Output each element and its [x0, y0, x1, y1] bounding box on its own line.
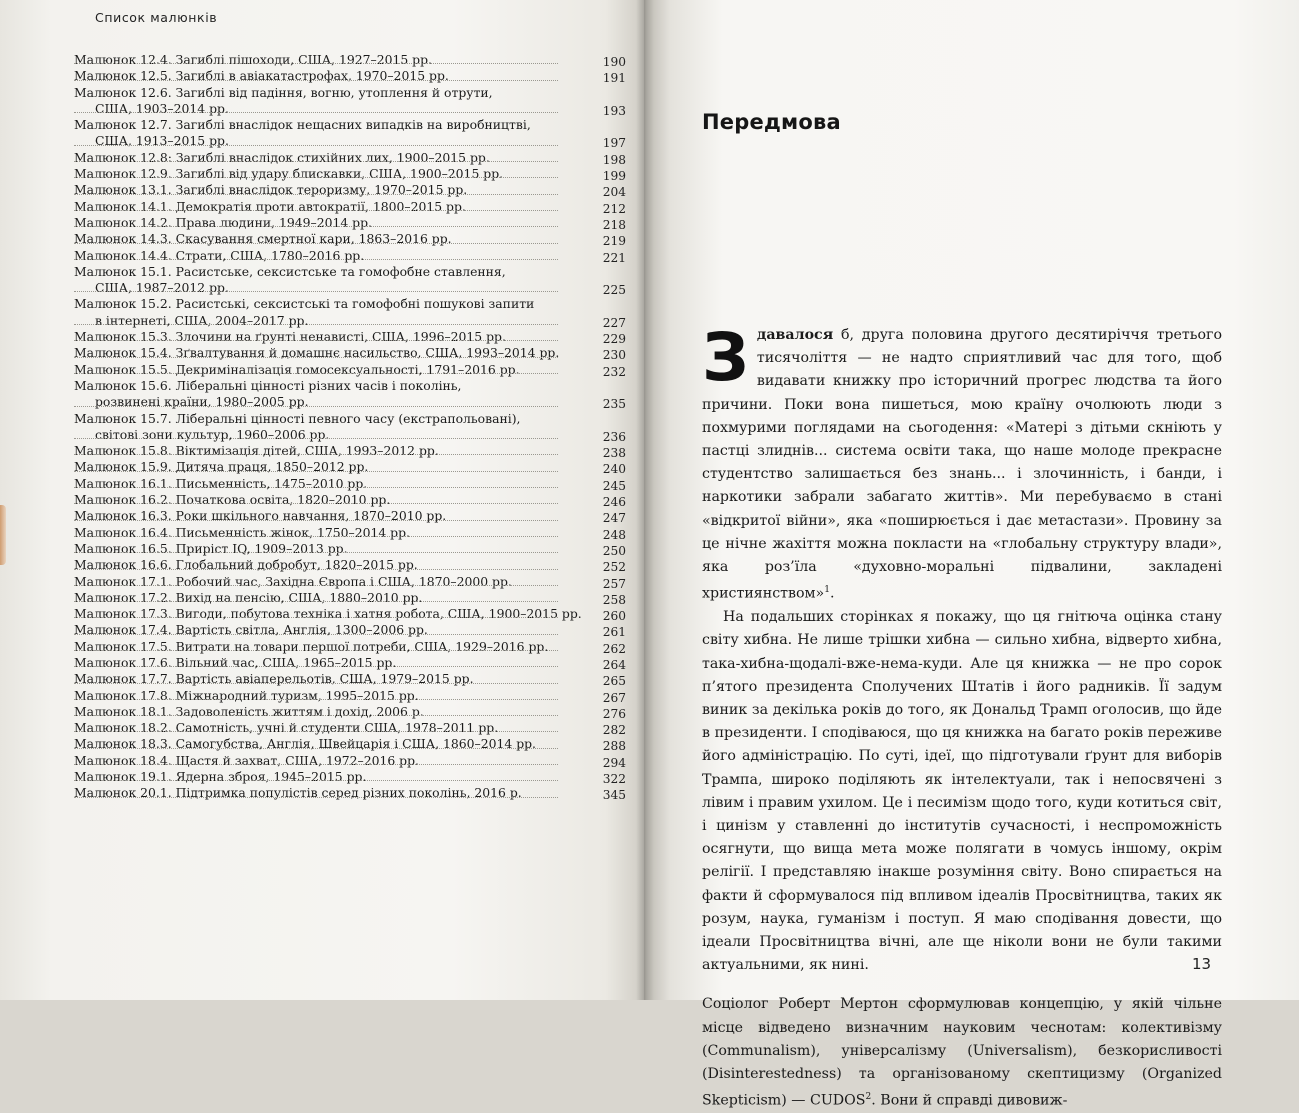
toc-leader-dots: [74, 634, 558, 635]
paragraph-3-text: Соціолог Роберт Мертон сформулював концепцію, у якій чільне місце відведено визначним науковим чеснотам: колективізму (Communalism), універсалізму (Universalism), безкорисливості (Disinterestedness) та організованому скептицизму (Organized Skepticism) — CUDOS: [702, 996, 1222, 1109]
toc-page-number: 261: [602, 625, 626, 640]
toc-page-number: 250: [602, 543, 626, 558]
toc-page-number: 262: [602, 641, 626, 656]
footnote-ref-1[interactable]: 1: [824, 585, 830, 596]
toc-entry-title: Малюнок 17.3. Вигоди, побутова техніка і хатня робота, США, 1900–2015 рр.: [74, 606, 582, 622]
toc-leader-dots: [74, 161, 558, 162]
toc-leader-dots: [74, 210, 558, 211]
toc-leader-dots: [74, 650, 558, 651]
toc-entry[interactable]: [74, 411, 626, 444]
toc-leader-dots: [74, 569, 558, 570]
toc-entry-title-continuation: США, 1987–2012 рр.: [95, 280, 229, 296]
toc-entry[interactable]: [74, 671, 626, 687]
toc-leader-dots: [74, 617, 558, 618]
page-number: 13: [1192, 955, 1212, 973]
toc-entry-title: Малюнок 16.3. Роки шкільного навчання, 1870–2010 рр.: [74, 508, 447, 524]
toc-entry-title: Малюнок 16.2. Початкова освіта, 1820–2010 рр.: [74, 492, 391, 508]
toc-leader-dots: [74, 601, 558, 602]
toc-entry-title: Малюнок 20.1. Підтримка популістів серед різних поколінь, 2016 р.: [74, 785, 522, 801]
drop-cap: З: [702, 319, 749, 396]
page-edge-mark: [0, 505, 6, 565]
toc-page-number: 238: [602, 446, 626, 461]
toc-leader-dots: [74, 373, 558, 374]
toc-page-number: 240: [602, 462, 626, 477]
toc-page-number: 246: [602, 495, 626, 510]
toc-entry[interactable]: [74, 443, 626, 459]
toc-entry[interactable]: [74, 150, 626, 166]
toc-page-number: 252: [602, 560, 626, 575]
toc-entry[interactable]: [74, 492, 626, 508]
toc-leader-dots: [74, 454, 558, 455]
toc-entry[interactable]: [74, 362, 626, 378]
toc-entry[interactable]: [74, 688, 626, 704]
toc-entry-title: Малюнок 19.1. Ядерна зброя, 1945–2015 рр.: [74, 769, 367, 785]
toc-leader-dots: [74, 699, 558, 700]
toc-entry-title: Малюнок 16.1. Письменність, 1475–2010 рр.: [74, 475, 368, 491]
toc-page-number: 260: [602, 609, 626, 624]
toc-page-number: 230: [602, 348, 626, 363]
running-head: Список малюнків: [95, 10, 218, 25]
toc-entry[interactable]: [74, 476, 626, 492]
toc-entry[interactable]: [74, 345, 626, 361]
toc-entry-title: Малюнок 13.1. Загиблі внаслідок тероризму, 1970–2015 рр.: [74, 182, 468, 198]
toc-leader-dots: [74, 63, 558, 64]
toc-leader-dots: [74, 797, 558, 798]
toc-page-number: 288: [602, 739, 626, 754]
toc-entry-title: Малюнок 12.7. Загиблі внаслідок нещасних випадків на виробництві,: [74, 117, 531, 133]
toc-leader-dots: [74, 340, 558, 341]
toc-entry[interactable]: [74, 459, 626, 475]
toc-page-number: 236: [602, 429, 626, 444]
toc-entry[interactable]: [74, 639, 626, 655]
toc-entry[interactable]: [74, 52, 626, 68]
toc-leader-dots: [74, 291, 558, 292]
toc-page-number: 247: [602, 511, 626, 526]
toc-page-number: 232: [602, 364, 626, 379]
toc-page-number: 258: [602, 592, 626, 607]
toc-page-number: 197: [602, 136, 626, 151]
toc-leader-dots: [74, 80, 558, 81]
toc-page-number: 198: [602, 152, 626, 167]
toc-entry-title: Малюнок 14.1. Демократія проти автократії, 1800–2015 рр.: [74, 198, 466, 214]
toc-leader-dots: [74, 406, 558, 407]
toc-leader-dots: [74, 487, 558, 488]
toc-page-number: 219: [602, 234, 626, 249]
toc-page-number: 282: [602, 723, 626, 738]
toc-page-number: 322: [602, 772, 626, 787]
chapter-title: Передмова: [702, 110, 841, 134]
toc-leader-dots: [74, 471, 558, 472]
toc-leader-dots: [74, 438, 558, 439]
paragraph-3: [702, 993, 1222, 1113]
toc-entry-title: Малюнок 18.4. Щастя й захват, США, 1972–2016 рр.: [74, 752, 419, 768]
toc-leader-dots: [74, 536, 558, 537]
toc-page-number: 212: [602, 201, 626, 216]
toc-entry-title: Малюнок 15.5. Декриміналізація гомосексуальності, 1791–2016 рр.: [74, 361, 520, 377]
toc-entry[interactable]: [74, 541, 626, 557]
toc-entry[interactable]: [74, 182, 626, 198]
left-page: [0, 0, 644, 1000]
toc-entry-title: Малюнок 12.9. Загиблі від удару блискавки, США, 1900–2015 рр.: [74, 166, 504, 182]
toc-leader-dots: [74, 552, 558, 553]
toc-entry[interactable]: [74, 557, 626, 573]
toc-entry-title: Малюнок 17.6. Вільний час, США, 1965–2015 рр.: [74, 654, 397, 670]
toc-entry[interactable]: [74, 590, 626, 606]
toc-leader-dots: [74, 243, 558, 244]
toc-entry[interactable]: [74, 574, 626, 590]
toc-leader-dots: [74, 259, 558, 260]
toc-entry[interactable]: [74, 622, 626, 638]
paragraph-3-end: . Вони й справді дивовиж-: [871, 1092, 1068, 1109]
toc-entry-title: Малюнок 18.2. Самотність, учні й студенти США, 1978–2011 рр.: [74, 720, 499, 736]
toc-page-number: 267: [602, 690, 626, 705]
toc-entry-title: Малюнок 17.2. Вихід на пенсію, США, 1880–2010 рр.: [74, 589, 423, 605]
toc-entry-title: Малюнок 18.1. Задоволеність життям і дохід, 2006 р.: [74, 703, 424, 719]
toc-page-number: 265: [602, 674, 626, 689]
toc-entry[interactable]: [74, 264, 626, 297]
toc-entry-title: Малюнок 16.5. Приріст IQ, 1909–2013 рр.: [74, 540, 348, 556]
toc-page-number: 276: [602, 706, 626, 721]
toc-page-number: 225: [602, 283, 626, 298]
toc-entry[interactable]: [74, 378, 626, 411]
toc-entry-title: Малюнок 15.6. Ліберальні цінності різних часів і поколінь,: [74, 377, 462, 393]
toc-entry-title: Малюнок 14.3. Скасування смертної кари, 1863–2016 рр.: [74, 231, 452, 247]
toc-page-number: 221: [602, 250, 626, 265]
right-page: [644, 0, 1299, 1109]
toc-entry-title-continuation: світові зони культур, 1960–2006 рр.: [95, 426, 330, 442]
toc-entry-title: Малюнок 17.8. Міжнародний туризм, 1995–2015 рр.: [74, 687, 419, 703]
toc-page-number: 193: [602, 103, 626, 118]
toc-leader-dots: [74, 194, 558, 195]
toc-entry-title-continuation: США, 1913–2015 рр.: [95, 133, 229, 149]
toc-entry-title: Малюнок 15.9. Дитяча праця, 1850–2012 рр.: [74, 459, 369, 475]
toc-leader-dots: [74, 715, 558, 716]
toc-page-number: 257: [602, 576, 626, 591]
toc-entry[interactable]: [74, 508, 626, 524]
toc-leader-dots: [74, 666, 558, 667]
toc-entry[interactable]: [74, 329, 626, 345]
toc-entry-title: Малюнок 12.8: Загиблі внаслідок стихійних лих, 1900–2015 рр.: [74, 149, 490, 165]
toc-entry[interactable]: [74, 166, 626, 182]
toc-leader-dots: [74, 145, 558, 146]
toc-entry[interactable]: [74, 704, 626, 720]
toc-page-number: 264: [602, 657, 626, 672]
toc-page-number: 227: [602, 315, 626, 330]
first-word: давалося: [756, 327, 834, 343]
toc-entry-title-continuation: США, 1903–2014 рр.: [95, 100, 229, 116]
toc-entry[interactable]: [74, 215, 626, 231]
toc-leader-dots: [74, 585, 558, 586]
toc-leader-dots: [74, 731, 558, 732]
toc-leader-dots: [74, 357, 558, 358]
toc-page-number: 345: [602, 788, 626, 803]
toc-entry-title: Малюнок 14.4. Страти, США, 1780–2016 рр.: [74, 247, 365, 263]
toc-entry-title: Малюнок 15.8. Віктимізація дітей, США, 1993–2012 рр.: [74, 443, 439, 459]
toc-entry[interactable]: [74, 525, 626, 541]
toc-entry-title: Малюнок 15.3. Злочини на ґрунті ненависті, США, 1996–2015 рр.: [74, 329, 506, 345]
toc-entry-title: Малюнок 12.4. Загиблі пішоходи, США, 1927–2015 рр.: [74, 52, 432, 67]
toc-entry[interactable]: [74, 785, 626, 801]
toc-leader-dots: [74, 177, 558, 178]
toc-leader-dots: [74, 748, 558, 749]
toc-entry-title: Малюнок 17.4. Вартість світла, Англія, 1300–2006 рр.: [74, 622, 428, 638]
figure-list: [74, 52, 626, 802]
toc-page-number: 204: [602, 185, 626, 200]
paragraph-1: Здавалося б, друга половина другого десятиріччя третього тисячоліття — не надто сприятливий час для того, щоб видавати книжку про історичний прогрес людства та його причини. Поки вона пишеться, мою країну очолюють люди з похмурими поглядами на сьогодення: «Матері з дітьми скніють у пастці злиднів... система освіти така, що наше молоде прекрасне студентство залишається без знань... і злочинність, і банди, і наркотики забрали забагато життів». Ми перебуваємо в стані «відкритої війни», яка «поширюється і дає метастази». Провину за це нічне жахіття можна покласти на «глобальну структуру влади», яка роз’їла «духовно-моральні підвалини, закладені християнством»$^1$.: [702, 319, 1222, 602]
toc-entry[interactable]: [74, 736, 626, 752]
toc-entry[interactable]: [74, 769, 626, 785]
toc-entry-title: Малюнок 18.3. Самогубства, Англія, Швейцарія і США, 1860–2014 рр.: [74, 736, 536, 752]
toc-entry[interactable]: [74, 296, 626, 329]
toc-entry[interactable]: [74, 248, 626, 264]
toc-entry-title: Малюнок 15.1. Расистське, сексистське та гомофобне ставлення,: [74, 263, 506, 279]
toc-page-number: 218: [602, 217, 626, 232]
toc-entry[interactable]: [74, 85, 626, 118]
toc-entry[interactable]: [74, 753, 626, 769]
toc-entry[interactable]: [74, 199, 626, 215]
toc-entry-title: Малюнок 14.2. Права людини, 1949–2014 рр.: [74, 214, 372, 230]
toc-entry-title: Малюнок 17.7. Вартість авіаперельотів, США, 1979–2015 рр.: [74, 671, 474, 687]
toc-leader-dots: [74, 780, 558, 781]
toc-entry-title-continuation: розвинені країни, 1980–2005 рр.: [95, 394, 309, 410]
paragraph-1-text: б, друга половина другого десятиріччя третього тисячоліття — не надто сприятливий час для того, щоб видавати книжку про історичний прогрес людства та його причини. Поки вона пишеться, мою країну очолюють люди з похмурими поглядами на сьогодення: «Матері з дітьми скніють у пастці злиднів... система освіти така, що наше молоде прекрасне студентство залишається без знань... і злочинність, і банди, і наркотики забрали забагато життів». Ми перебуваємо в стані «відкритої війни», яка «поширюється і дає метастази». Провину за це нічне жахіття можна покласти на «глобальну структуру влади», яка роз’їла «духовно-моральні підвалини, закладені християнством»: [702, 327, 1222, 602]
paragraph-2: На подальших сторінках я покажу, що ця гнітюча оцінка стану світу хибна. Не лише трішки хибна — сильно хибна, відверто хибна, така-хибна-щодалі-вже-нема-куди. Але ця книжка — не про сорок п’ятого президента Сполучених Штатів і його радників. Її задум виник за декілька років до того, як Дональд Трамп оголосив, що йде в президенти. І сподіваюся, що ця книжка на багато років переживе його адміністрацію. По суті, ідеї, що підготували ґрунт для виборів Трампа, широко поділяють як інтелектуали, так і непосвячені з лівим і правим ухилом. Це і песимізм щодо того, куди котиться світ, і цинізм у ставленні до інститутів сучасності, і неспроможність осягнути, що вища мета може полягати в чомусь іншому, окрім релігії. І представляю інакше розуміння світу. Воно спирається на факти й сформувалося під впливом ідеалів Просвітництва, таких як розум, наука, гуманізм і поступ. Я маю сподівання довести, що ідеали Просвітництва вічні, але ще ніколи вони не були такими актуальними, як нині.: [702, 609, 1222, 974]
toc-leader-dots: [74, 324, 558, 325]
toc-entry-title-continuation: в інтернеті, США, 2004–2017 рр.: [95, 312, 309, 328]
toc-entry-title: Малюнок 15.7. Ліберальні цінності певного часу (екстрапольовані),: [74, 410, 521, 426]
toc-leader-dots: [74, 683, 558, 684]
toc-leader-dots: [74, 764, 558, 765]
toc-page-number: 248: [602, 527, 626, 542]
toc-entry-title: Малюнок 15.4. Зґвалтування й домашнє насильство, США, 1993–2014 рр.: [74, 345, 560, 361]
toc-page-number: 294: [602, 755, 626, 770]
toc-entry[interactable]: [74, 720, 626, 736]
toc-entry-title: Малюнок 16.6. Глобальний добробут, 1820–2015 рр.: [74, 557, 418, 573]
toc-entry-title: Малюнок 16.4. Письменність жінок, 1750–2014 рр.: [74, 524, 410, 540]
toc-page-number: 235: [602, 397, 626, 412]
toc-leader-dots: [74, 226, 558, 227]
toc-entry[interactable]: [74, 606, 626, 622]
toc-entry[interactable]: [74, 231, 626, 247]
footnote-ref-2[interactable]: 2: [865, 1092, 872, 1103]
toc-page-number: 199: [602, 169, 626, 184]
toc-entry-title: Малюнок 12.6. Загиблі від падіння, вогню, утоплення й отрути,: [74, 84, 493, 100]
toc-page-number: 190: [602, 55, 626, 69]
toc-leader-dots: [74, 503, 558, 504]
toc-page-number: 229: [602, 332, 626, 347]
toc-page-number: 191: [602, 71, 626, 86]
toc-entry-title: Малюнок 12.5. Загиблі в авіакатастрофах, 1970–2015 рр.: [74, 68, 449, 84]
toc-entry[interactable]: [74, 117, 626, 150]
toc-entry-title: Малюнок 15.2. Расистські, сексистські та гомофобні пошукові запити: [74, 296, 535, 312]
toc-entry-title: Малюнок 17.1. Робочий час, Західна Європа і США, 1870–2000 рр.: [74, 573, 512, 589]
body-text: [702, 319, 1222, 1113]
toc-page-number: 245: [602, 478, 626, 493]
toc-entry-title: Малюнок 17.5. Витрати на товари першої потреби, США, 1929–2016 рр.: [74, 638, 549, 654]
toc-leader-dots: [74, 112, 558, 113]
toc-entry[interactable]: [74, 68, 626, 84]
toc-entry[interactable]: [74, 655, 626, 671]
toc-leader-dots: [74, 520, 558, 521]
